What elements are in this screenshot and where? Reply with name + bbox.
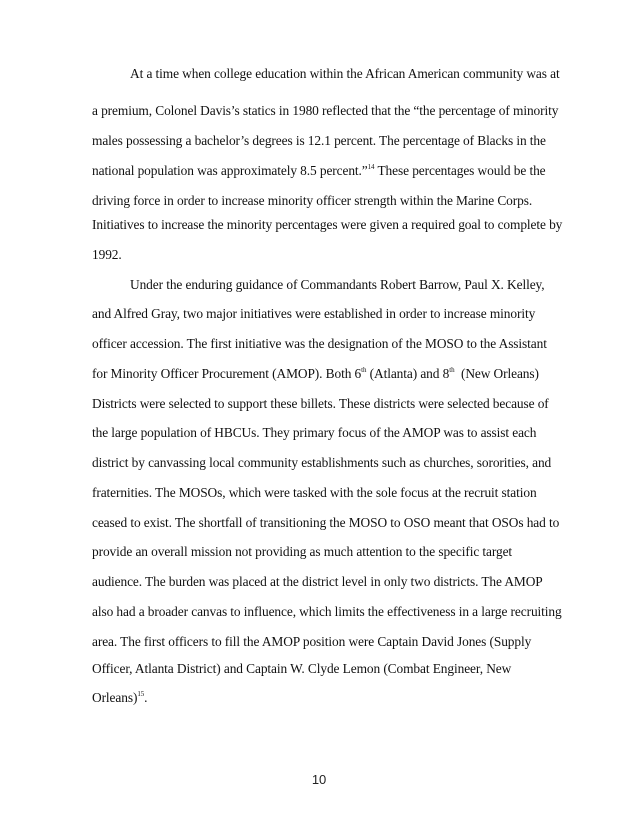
text-span: These percentages would be the — [374, 163, 546, 178]
paragraph-1-line-3: males possessing a bachelor’s degrees is 12.1 percent. The percentage of Blacks in the — [92, 133, 546, 148]
paragraph-1-line-4 — [92, 163, 546, 179]
text-span: (New Orleans) — [454, 366, 539, 381]
paragraph-2-line-6: the large population of HBCUs. They primary focus of the AMOP was to assist each — [92, 425, 537, 440]
paragraph-2-line-14: Officer, Atlanta District) and Captain W. Clyde Lemon (Combat Engineer, New — [92, 661, 512, 676]
text-span: (Atlanta) and 8 — [366, 366, 450, 381]
paragraph-2-line-11: audience. The burden was placed at the district level in only two districts. The AMOP — [92, 574, 543, 589]
page-number: 10 — [311, 772, 327, 787]
text-span: for Minority Officer Procurement (AMOP). Both 6 — [92, 366, 362, 381]
paragraph-2-line-5: Districts were selected to support these billets. These districts were selected because of — [92, 396, 549, 411]
paragraph-1-line-1: At a time when college education within the African American community was at — [130, 66, 560, 81]
paragraph-2-line-12: also had a broader canvas to influence, which limits the effectiveness in a large recruiting — [92, 604, 562, 619]
paragraph-2-line-8: fraternities. The MOSOs, which were tasked with the sole focus at the recruit station — [92, 485, 537, 500]
paragraph-2-line-4 — [92, 366, 539, 382]
paragraph-2-line-3: officer accession. The first initiative was the designation of the MOSO to the Assistant — [92, 336, 547, 351]
paragraph-2-line-1: Under the enduring guidance of Commandants Robert Barrow, Paul X. Kelley, — [130, 277, 545, 292]
paragraph-1-line-6: Initiatives to increase the minority percentages were given a required goal to complete by — [92, 217, 563, 232]
footnote-ref-15: 15 — [137, 690, 145, 698]
text-span: Orleans) — [92, 690, 138, 705]
paragraph-2-line-10: provide an overall mission not providing as much attention to the specific target — [92, 544, 513, 559]
paragraph-2-line-9: ceased to exist. The shortfall of transitioning the MOSO to OSO meant that OSOs had to — [92, 515, 560, 530]
paragraph-2-line-13: area. The first officers to fill the AMOP position were Captain David Jones (Supply — [92, 634, 532, 649]
text-span: national population was approximately 8.5 percent.” — [92, 163, 368, 178]
footnote-ref-14: 14 — [367, 163, 375, 171]
paragraph-2-line-15 — [92, 690, 147, 706]
paragraph-1-line-2: a premium, Colonel Davis’s statics in 1980 reflected that the “the percentage of minority — [92, 103, 559, 118]
text-span: . — [144, 690, 148, 705]
paragraph-1-line-7: 1992. — [92, 247, 122, 262]
paragraph-1-line-5: driving force in order to increase minority officer strength within the Marine Corps. — [92, 193, 533, 208]
paragraph-2-line-7: district by canvassing local community establishments such as churches, sororities, and — [92, 455, 552, 470]
ordinal-suffix: th — [449, 366, 455, 374]
ordinal-suffix: th — [361, 366, 367, 374]
paragraph-2-line-2: and Alfred Gray, two major initiatives were established in order to increase minority — [92, 306, 536, 321]
